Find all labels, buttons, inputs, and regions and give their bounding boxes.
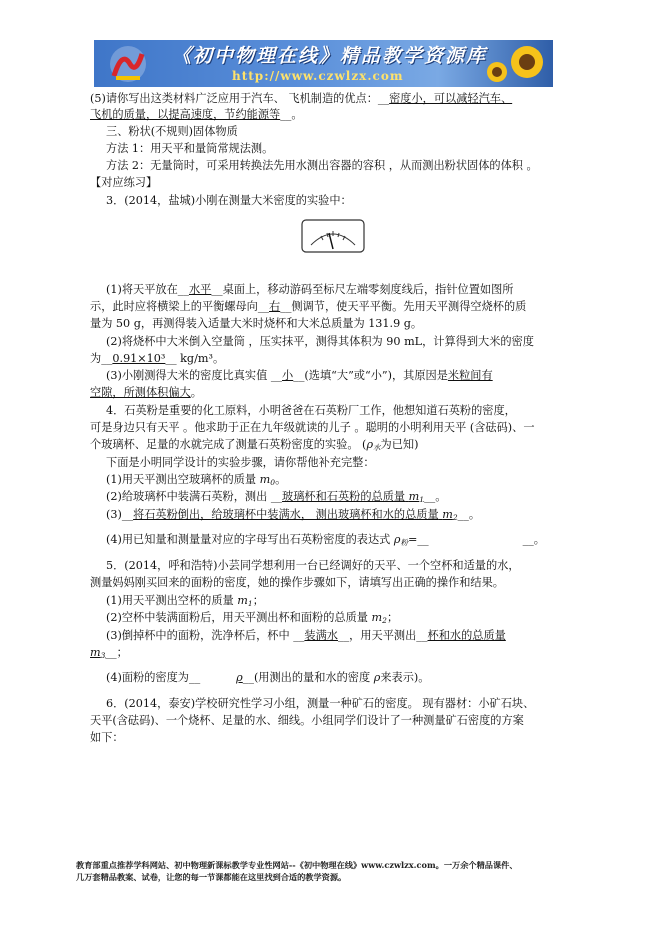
text-line: 如下：: [90, 731, 124, 744]
header-banner: [94, 40, 553, 87]
text-line: 示，此时应将横梁上的平衡螺母向__右__侧调节，使天平平衡。先用天平测得空烧杯的质: [90, 300, 527, 313]
text-line: 可是身边只有天平 。他求助于正在九年级就读的儿子 。聪明的小明利用天平 (含砝码)、一: [90, 421, 535, 434]
text-line: 5．(2014，呼和浩特)小芸同学想利用一台已经调好的天平、一个空杯和适量的水，: [106, 559, 520, 572]
text-line: (4)用已知量和测量量对应的字母写出石英粉密度的表达式 $\rho_粉=\_\_$ __。: [106, 533, 545, 547]
text-line: 3．(2014，盐城)小刚在测量大米密度的实验中：: [106, 194, 352, 207]
sunflower-icon: [483, 42, 547, 86]
text-line: (4)面粉的密度为__ ρ__(用测出的量和水的密度 ρ来表示)。: [106, 671, 430, 684]
text-line: (3)倒掉杯中的面粉，洗净杯后，杯中 __装满水__，用天平测出__杯和水的总质量: [106, 629, 506, 642]
text-line: (2)给玻璃杯中装满石英粉，测出 __玻璃杯和石英粉的总质量 $m_1\_\_$。: [106, 490, 447, 504]
text-line: 空隙，所测体积偏大。: [90, 386, 202, 399]
text-line: (5)请你写出这类材料广泛应用于汽车、 飞机制造的优点：__密度小，可以减轻汽车、: [90, 92, 513, 105]
text-line: (1)用天平测出空杯的质量 $m_1$；: [106, 594, 264, 608]
balance-scale-dial-icon: [301, 219, 365, 253]
text-line: (2)空杯中装满面粉后，用天平测出杯和面粉的总质量 $m_2$；: [106, 611, 399, 625]
text-line: 为__0.91×10³__ kg/m³。: [90, 352, 225, 365]
page-footer: [76, 860, 518, 884]
footer-line: 几万套精品教案、试卷，让您的每一节课都能在这里找到合适的教学资源。: [76, 871, 347, 882]
text-line: 方法 2：无量筒时，可采用转换法先用水测出容器的容积 ，从而测出粉状固体的体积 。: [106, 159, 538, 172]
text-line: (1)将天平放在__水平__桌面上，移动游码至标尺左端零刻度线后，指针位置如图所: [106, 283, 514, 296]
logo-icon: [108, 44, 148, 84]
text-line: (3)__将石英粉倒出，给玻璃杯中装满水， 测出玻璃杯和水的总质量 $m_2\_\_$。: [106, 508, 481, 522]
text-line: 量为 50 g，再测得装入适量大米时烧杯和大米总质量为 131.9 g。: [90, 317, 423, 330]
text-line: 【对应练习】: [90, 176, 158, 189]
text-line: 飞机的质量，以提高速度，节约能源等__。: [90, 108, 303, 121]
text-line: (3)小刚测得大米的密度比真实值 __小__(选填“大”或“小”)，其原因是米粒间有: [106, 369, 493, 382]
text-line: 4．石英粉是重要的化工原料，小明爸爸在石英粉厂工作，他想知道石英粉的密度，: [106, 404, 516, 417]
text-line: (1)用天平测出空玻璃杯的质量 $m_0$。: [106, 473, 287, 487]
text-line: 6．(2014，泰安)学校研究性学习小组，测量一种矿石的密度。 现有器材：小矿石块、: [106, 697, 535, 710]
footer-line: 教育部重点推荐学科网站、初中物理新课标教学专业性网站--《初中物理在线》www.czwlzx.com。一万余个精品课件、: [76, 860, 518, 870]
text-line: 天平(含砝码)、一个烧杯、足量的水、细线。小组同学们设计了一种测量矿石密度的方案: [90, 714, 524, 727]
banner-url: http://www.czwlzx.com: [232, 69, 404, 83]
text-line: 下面是小明同学设计的实验步骤，请你帮他补充完整：: [106, 456, 375, 469]
text-line: (2)将烧杯中大米倒入空量筒 ，压实抹平，测得其体积为 90 mL，计算得到大米的密度: [106, 335, 534, 348]
text-line: 方法 1：用天平和量筒常规法测。: [106, 142, 274, 155]
text-line: $m_3\_\_$；: [90, 646, 128, 660]
text-line: 测量妈妈刚买回来的面粉的密度，她的操作步骤如下，请填写出正确的操作和结果。: [90, 576, 504, 589]
banner-title: 《初中物理在线》精品教学资源库: [172, 45, 488, 67]
text-line: 三、粉状(不规则)固体物质: [106, 125, 238, 138]
text-line: 个玻璃杯、足量的水就完成了测量石英粉密度的实验。 ($\rho_水$为已知): [90, 438, 419, 452]
